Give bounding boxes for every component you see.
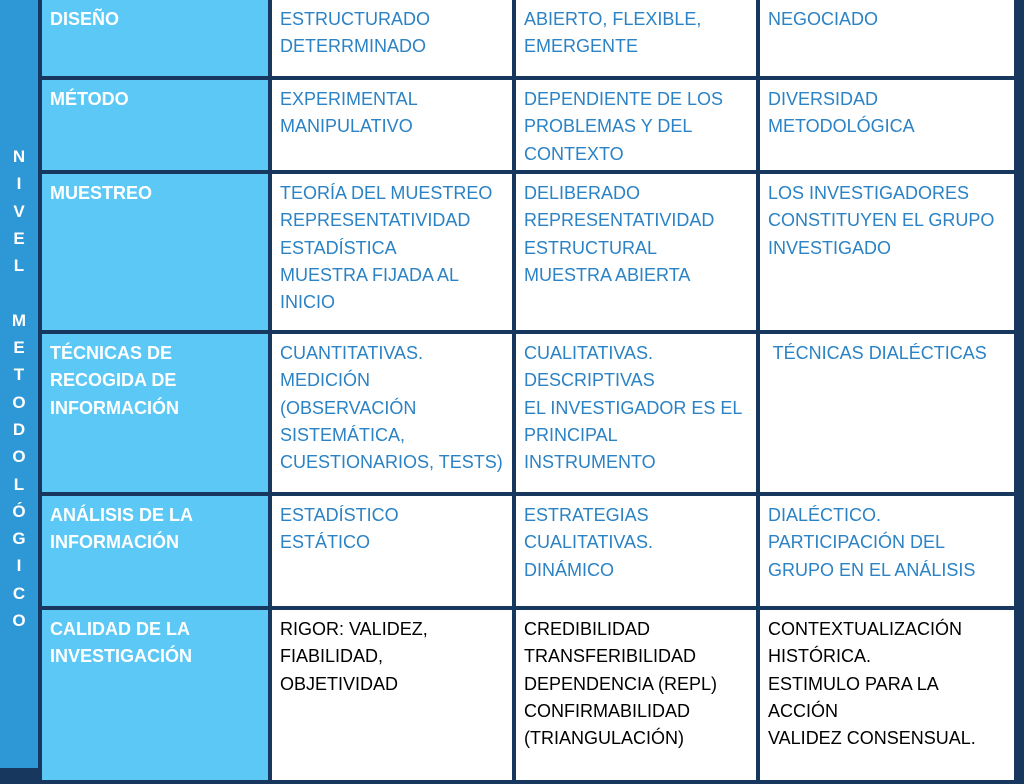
cell-text-line: DETERRMINADO (280, 36, 427, 57)
table-cell (272, 0, 512, 76)
cell-text-line: LOS INVESTIGADORES (768, 183, 970, 203)
side-letter-gap (0, 279, 38, 306)
side-letter: O (12, 447, 26, 467)
table-cell (516, 334, 756, 492)
cell-text-line: INVESTIGACIÓN (50, 646, 193, 667)
table-cell (272, 174, 512, 330)
table-cell (272, 610, 512, 780)
table-cell (760, 610, 1014, 780)
cell-text-line: TEORÍA DEL MUESTREO (280, 183, 493, 203)
cell-text-line: INVESTIGADO (768, 237, 892, 258)
cell-text-line: DESCRIPTIVAS (524, 370, 655, 391)
cell-text-line: CONTEXTUALIZACIÓN (768, 619, 963, 639)
cell-text-line: MUESTREO (50, 183, 153, 203)
cell-text-line: DINÁMICO (524, 559, 614, 580)
side-label-nivel-metodologico (0, 0, 38, 768)
cell-text-line: ESTÁTICO (280, 532, 371, 553)
cell-text-line: DISEÑO (50, 9, 120, 29)
cell-text-line: CUESTIONARIOS, TESTS) (280, 452, 503, 473)
side-letter: E (13, 338, 25, 358)
cell-text-line: VALIDEZ CONSENSUAL. (768, 728, 976, 749)
cell-text-line: ESTRATEGIAS (524, 505, 649, 525)
table-row-metodo (42, 80, 1014, 170)
cell-text-line: EXPERIMENTAL (280, 89, 418, 109)
cell-text-line: HISTÓRICA. (768, 646, 872, 667)
side-letter: I (16, 174, 22, 194)
cell-text-line: RIGOR: VALIDEZ, (280, 619, 428, 639)
cell-text-line: DEPENDIENTE DE LOS (524, 89, 724, 109)
cell-text-line: PRINCIPAL (524, 424, 618, 445)
cell-text-line: (TRIANGULACIÓN) (524, 728, 685, 749)
cell-text-line: FIABILIDAD, (280, 646, 384, 667)
cell-text-line: MEDICIÓN (280, 370, 370, 391)
cell-text-line: ESTADÍSTICA (280, 237, 397, 258)
cell-text-line: CONFIRMABILIDAD (524, 700, 691, 721)
cell-text-line: ACCIÓN (768, 700, 839, 721)
row-header-metodo (42, 80, 268, 170)
cell-text-line: OBJETIVIDAD (280, 673, 399, 694)
side-letter: I (16, 556, 22, 576)
cell-text-line: INFORMACIÓN (50, 532, 179, 553)
cell-text-line: GRUPO EN EL ANÁLISIS (768, 559, 976, 580)
cell-text-line: ESTADÍSTICO (280, 505, 399, 525)
side-letter: V (13, 201, 25, 221)
cell-text-line: CUANTITATIVAS. (280, 343, 424, 363)
cell-text-line: CONSTITUYEN EL GRUPO (768, 210, 995, 231)
row-header-calidad (42, 610, 268, 780)
table-cell (516, 174, 756, 330)
cell-text-line: DIVERSIDAD (768, 89, 879, 109)
row-header-tecnicas (42, 334, 268, 492)
cell-text-line: INFORMACIÓN (50, 397, 179, 418)
cell-text-line: MANIPULATIVO (280, 116, 413, 137)
table-cell (516, 496, 756, 606)
cell-text-line: ESTIMULO PARA LA (768, 673, 939, 694)
table-cell (760, 0, 1014, 76)
side-letter: O (12, 611, 26, 631)
table-cell (760, 496, 1014, 606)
cell-text-line: REPRESENTATIVIDAD (280, 210, 471, 231)
side-letter: D (12, 419, 26, 439)
side-letter: O (12, 392, 26, 412)
cell-text-line: INSTRUMENTO (524, 452, 656, 473)
comparison-table (38, 0, 1018, 784)
table-cell (272, 334, 512, 492)
cell-text-line: INICIO (280, 292, 336, 313)
table-row-calidad (42, 610, 1014, 780)
cell-text-line: SISTEMÁTICA, (280, 424, 406, 445)
side-letter: N (12, 147, 26, 166)
cell-text-line: CONTEXTO (524, 143, 624, 164)
cell-text-line: TRANSFERIBILIDAD (524, 646, 697, 667)
table-row-analisis (42, 496, 1014, 606)
cell-text-line: CALIDAD DE LA (50, 619, 190, 639)
side-letter: L (13, 256, 25, 276)
cell-text-line: ANÁLISIS DE LA (50, 505, 194, 525)
cell-text-line: (OBSERVACIÓN (280, 397, 417, 418)
table-row-diseno (42, 0, 1014, 76)
side-letter: L (13, 474, 25, 494)
cell-text-line: METODOLÓGICA (768, 116, 915, 137)
table-cell (516, 0, 756, 76)
cell-text-line: DELIBERADO (524, 183, 641, 203)
side-label-letters (0, 143, 38, 634)
table-cell (272, 80, 512, 170)
table-cell (760, 174, 1014, 330)
cell-text-line: EMERGENTE (524, 36, 639, 57)
table-cell (516, 80, 756, 170)
cell-text-line: DIALÉCTICO. (768, 505, 882, 525)
side-letter: G (12, 529, 26, 549)
table-row-tecnicas (42, 334, 1014, 492)
cell-text-line: MÉTODO (50, 89, 129, 109)
side-letter: E (13, 228, 25, 248)
row-header-analisis (42, 496, 268, 606)
cell-text-line: MUESTRA FIJADA AL (280, 264, 460, 285)
cell-text-line: RECOGIDA DE (50, 370, 177, 391)
cell-text-line: DEPENDENCIA (REPL) (524, 673, 718, 694)
cell-text-line: REPRESENTATIVIDAD (524, 210, 715, 231)
cell-text-line: PROBLEMAS Y DEL (524, 116, 693, 137)
row-header-muestreo (42, 174, 268, 330)
cell-text-line: CUALITATIVAS. (524, 532, 654, 553)
side-letter: T (13, 365, 25, 385)
cell-text-line: ABIERTO, FLEXIBLE, (524, 9, 702, 29)
table-cell (760, 334, 1014, 492)
cell-text-line: ESTRUCTURAL (524, 237, 658, 258)
side-letter: Ó (12, 501, 26, 521)
table-row-muestreo (42, 174, 1014, 330)
cell-text-line: MUESTRA ABIERTA (524, 264, 691, 285)
table-cell (272, 496, 512, 606)
side-letter: M (11, 310, 27, 330)
cell-text-line: CREDIBILIDAD (524, 619, 651, 639)
cell-text-line: TÉCNICAS DIALÉCTICAS (768, 343, 987, 363)
row-header-diseno (42, 0, 268, 76)
side-letter: C (12, 583, 26, 603)
cell-text-line: PARTICIPACIÓN DEL (768, 532, 946, 553)
cell-text-line: CUALITATIVAS. (524, 343, 654, 363)
cell-text-line: NEGOCIADO (768, 9, 879, 29)
cell-text-line: TÉCNICAS DE (50, 343, 173, 363)
table-cell (516, 610, 756, 780)
cell-text-line: ESTRUCTURADO (280, 9, 431, 29)
table-cell (760, 80, 1014, 170)
cell-text-line: EL INVESTIGADOR ES EL (524, 397, 743, 418)
